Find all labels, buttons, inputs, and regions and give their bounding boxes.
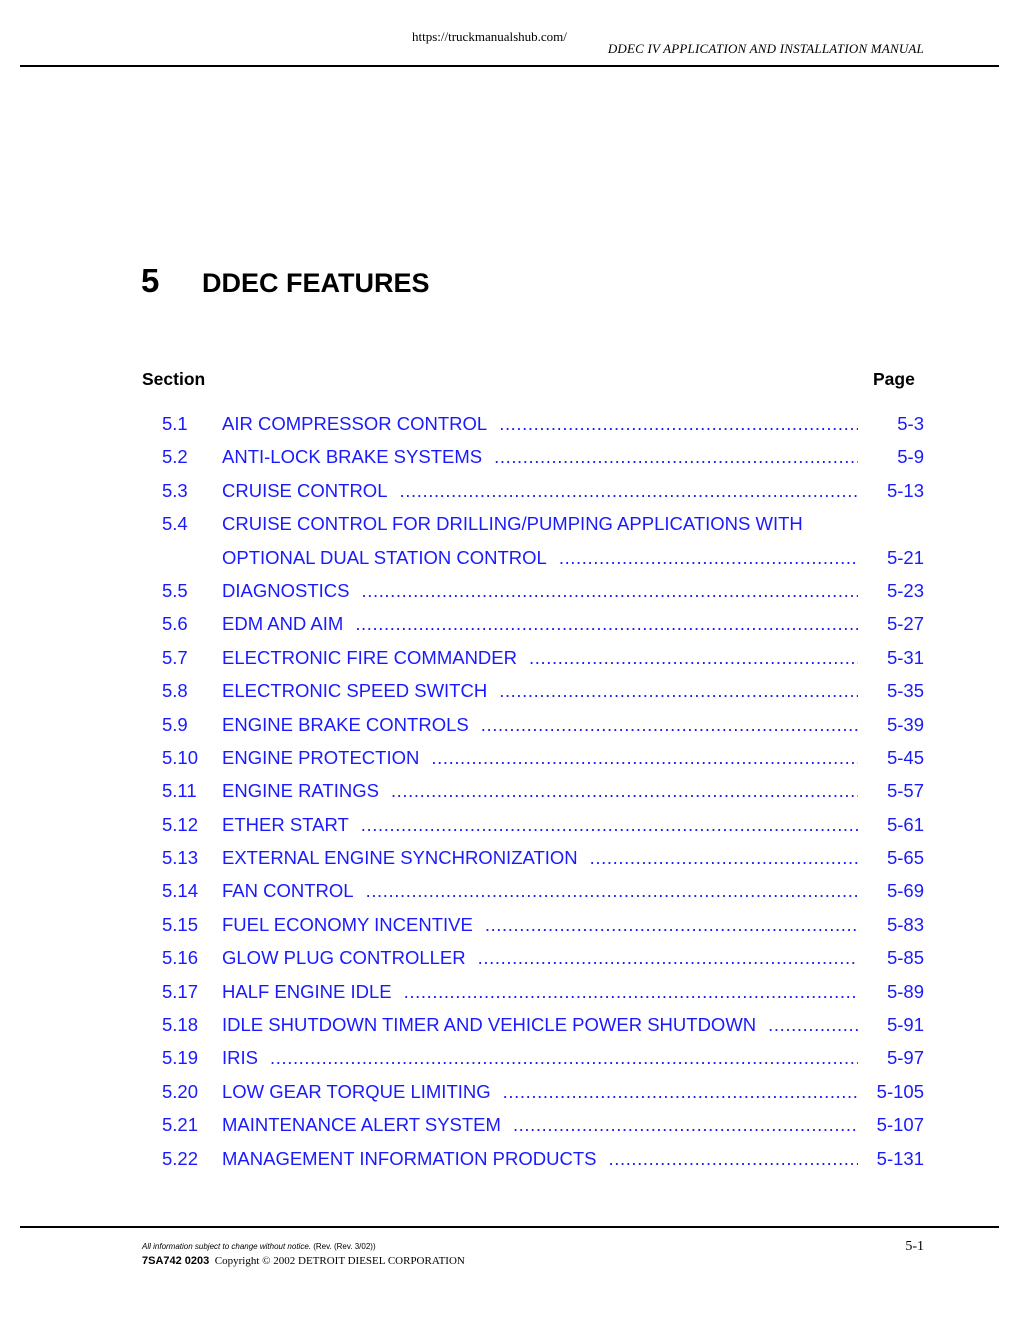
leader-dots bbox=[494, 446, 858, 468]
toc-entry[interactable] bbox=[0, 907, 1020, 940]
dot-leader bbox=[0, 880, 858, 902]
toc-entry-title[interactable]: CRUISE CONTROL FOR DRILLING/PUMPING APPLICATIONS WITH bbox=[222, 513, 803, 535]
toc-entry-title[interactable]: FUEL ECONOMY INCENTIVE bbox=[222, 913, 473, 935]
toc-entry-title[interactable]: ENGINE RATINGS bbox=[222, 780, 379, 802]
dot-leader bbox=[0, 1114, 858, 1136]
toc-entry-title[interactable]: EDM AND AIM bbox=[222, 613, 344, 635]
toc-entry-number: 5.11 bbox=[162, 780, 197, 802]
leader-dots bbox=[400, 480, 859, 502]
toc-entry-page[interactable]: 5-131 bbox=[876, 1147, 924, 1169]
leader-dots bbox=[608, 1148, 858, 1170]
toc-entry-number: 5.22 bbox=[162, 1147, 199, 1169]
leader-dots bbox=[499, 413, 858, 435]
dot-leader bbox=[0, 413, 858, 435]
header-rule bbox=[20, 65, 999, 67]
toc-entry[interactable] bbox=[0, 640, 1020, 673]
leader-dots bbox=[485, 914, 858, 936]
footer-rule bbox=[20, 1226, 999, 1228]
toc-entry-number: 5.4 bbox=[162, 513, 188, 535]
chapter-title: DDEC FEATURES bbox=[202, 268, 430, 298]
toc-entry[interactable] bbox=[0, 1074, 1020, 1107]
leader-dots bbox=[559, 547, 858, 569]
toc-entry-title[interactable]: ETHER START bbox=[222, 813, 349, 835]
leader-dots bbox=[366, 880, 858, 902]
dot-leader bbox=[0, 780, 858, 802]
leader-dots bbox=[478, 947, 858, 969]
toc-entry-page[interactable]: 5-9 bbox=[897, 446, 924, 468]
toc-entry-title[interactable]: ELECTRONIC SPEED SWITCH bbox=[222, 680, 488, 702]
toc-entry-title[interactable]: IRIS bbox=[222, 1047, 258, 1069]
revision-text: (Rev. (Rev. 3/02)) bbox=[313, 1242, 376, 1251]
toc-entry-page[interactable]: 5-83 bbox=[886, 913, 924, 935]
toc-entry-title[interactable]: AIR COMPRESSOR CONTROL bbox=[222, 413, 488, 434]
toc-entry[interactable] bbox=[0, 974, 1020, 1007]
toc-entry-page[interactable]: 5-57 bbox=[886, 780, 924, 802]
toc-entry-number: 5.21 bbox=[162, 1114, 199, 1136]
leader-dots bbox=[270, 1047, 858, 1069]
dot-leader bbox=[0, 547, 858, 569]
footer-copyright bbox=[142, 1255, 465, 1267]
toc-entry-title[interactable]: MAINTENANCE ALERT SYSTEM bbox=[222, 1114, 501, 1136]
toc-entry-page[interactable]: 5-69 bbox=[886, 880, 924, 902]
toc-entry-page[interactable]: 5-97 bbox=[886, 1047, 924, 1069]
leader-dots bbox=[481, 714, 858, 736]
toc-entry-number: 5.6 bbox=[162, 613, 188, 635]
leader-dots bbox=[355, 613, 858, 635]
leader-dots bbox=[361, 814, 858, 836]
toc-entry-page[interactable]: 5-105 bbox=[876, 1080, 924, 1102]
toc-entry-number: 5.5 bbox=[162, 579, 188, 601]
dot-leader bbox=[0, 1081, 858, 1103]
leader-dots bbox=[391, 780, 858, 802]
toc-entry[interactable] bbox=[0, 1040, 1020, 1073]
leader-dots bbox=[431, 747, 858, 769]
dot-leader bbox=[0, 647, 858, 669]
toc-entry[interactable] bbox=[0, 873, 1020, 906]
toc-entry-title[interactable]: EXTERNAL ENGINE SYNCHRONIZATION bbox=[222, 847, 578, 869]
footer-notice bbox=[142, 1242, 376, 1251]
toc-entry[interactable] bbox=[0, 573, 1020, 606]
toc-entry[interactable] bbox=[0, 807, 1020, 840]
toc-entry-number: 5.13 bbox=[162, 847, 199, 869]
toc-entry-page[interactable]: 5-31 bbox=[886, 646, 924, 668]
toc-entry-title[interactable]: ENGINE BRAKE CONTROLS bbox=[222, 713, 469, 735]
toc-entry[interactable] bbox=[0, 1107, 1020, 1140]
dot-leader bbox=[0, 680, 858, 702]
toc-entry-page[interactable]: 5-89 bbox=[886, 980, 924, 1002]
toc-entry-title[interactable]: ELECTRONIC FIRE COMMANDER bbox=[222, 646, 517, 668]
toc-entry-title[interactable]: LOW GEAR TORQUE LIMITING bbox=[222, 1080, 491, 1102]
leader-dots bbox=[529, 647, 858, 669]
toc-entry[interactable] bbox=[0, 439, 1020, 472]
page-number: 5-1 bbox=[905, 1239, 924, 1254]
toc-entry-page[interactable]: 5-85 bbox=[886, 947, 924, 969]
toc-entry[interactable] bbox=[0, 773, 1020, 806]
notice-text: All information subject to change without notice. bbox=[142, 1242, 311, 1251]
doc-code: 7SA742 0203 bbox=[142, 1255, 210, 1267]
leader-dots bbox=[404, 981, 858, 1003]
toc-entry-title[interactable]: CRUISE CONTROL bbox=[222, 479, 388, 501]
toc-entry-number: 5.14 bbox=[162, 880, 199, 902]
toc-entry-number: 5.18 bbox=[162, 1014, 199, 1036]
dot-leader bbox=[0, 480, 858, 502]
toc-entry-title[interactable]: OPTIONAL DUAL STATION CONTROL bbox=[222, 546, 547, 568]
toc-entry-number: 5.16 bbox=[162, 947, 199, 969]
toc-entry-number: 5.17 bbox=[162, 980, 199, 1002]
toc-entry[interactable] bbox=[0, 940, 1020, 973]
toc-entry-title[interactable]: GLOW PLUG CONTROLLER bbox=[222, 947, 466, 969]
table-of-contents bbox=[0, 406, 1020, 1174]
toc-entry-number: 5.15 bbox=[162, 913, 199, 935]
toc-entry[interactable] bbox=[0, 473, 1020, 506]
toc-entry[interactable] bbox=[0, 406, 1020, 439]
toc-entry-page[interactable]: 5-35 bbox=[886, 680, 924, 702]
dot-leader bbox=[0, 847, 858, 869]
toc-entry-title[interactable]: MANAGEMENT INFORMATION PRODUCTS bbox=[222, 1147, 597, 1169]
leader-dots bbox=[590, 847, 858, 869]
toc-entry[interactable] bbox=[0, 540, 1020, 573]
toc-entry-number: 5.10 bbox=[162, 746, 199, 768]
dot-leader bbox=[0, 1014, 858, 1036]
leader-dots bbox=[513, 1114, 858, 1136]
toc-entry-number: 5.12 bbox=[162, 813, 199, 835]
dot-leader bbox=[0, 981, 858, 1003]
toc-entry[interactable] bbox=[0, 1007, 1020, 1040]
toc-entry-title[interactable]: IDLE SHUTDOWN TIMER AND VEHICLE POWER SHUTDOWN bbox=[222, 1014, 757, 1036]
toc-entry[interactable] bbox=[0, 740, 1020, 773]
toc-entry-page[interactable]: 5-45 bbox=[886, 746, 924, 768]
toc-entry-number: 5.7 bbox=[162, 646, 188, 668]
toc-entry-number: 5.9 bbox=[162, 713, 188, 735]
source-url: https://truckmanualshub.com/ bbox=[412, 29, 567, 44]
section-column-header: Section bbox=[142, 369, 206, 389]
toc-entry-page[interactable]: 5-61 bbox=[886, 813, 924, 835]
toc-entry-title[interactable]: ANTI-LOCK BRAKE SYSTEMS bbox=[222, 446, 483, 468]
leader-dots bbox=[503, 1081, 858, 1103]
leader-dots bbox=[499, 680, 858, 702]
dot-leader bbox=[0, 613, 858, 635]
toc-entry-page[interactable]: 5-13 bbox=[886, 479, 924, 501]
toc-entry-page[interactable]: 5-91 bbox=[886, 1014, 924, 1036]
toc-entry-page[interactable]: 5-23 bbox=[886, 579, 924, 601]
toc-entry-number: 5.2 bbox=[162, 446, 188, 468]
dot-leader bbox=[0, 1148, 858, 1170]
toc-entry-title[interactable]: HALF ENGINE IDLE bbox=[222, 980, 392, 1002]
dot-leader bbox=[0, 747, 858, 769]
copyright-text: Copyright © 2002 DETROIT DIESEL CORPORATION bbox=[214, 1255, 465, 1267]
toc-entry[interactable] bbox=[0, 1141, 1020, 1174]
toc-entry-number: 5.8 bbox=[162, 680, 188, 702]
toc-entry-page[interactable]: 5-107 bbox=[876, 1114, 924, 1136]
toc-entry-title[interactable]: ENGINE PROTECTION bbox=[222, 746, 420, 768]
leader-dots bbox=[361, 580, 858, 602]
toc-entry-number: 5.1 bbox=[162, 413, 188, 434]
toc-entry-page[interactable]: 5-65 bbox=[886, 847, 924, 869]
toc-entry-title[interactable]: DIAGNOSTICS bbox=[222, 579, 350, 601]
page-column-header: Page bbox=[873, 369, 915, 389]
chapter-number: 5 bbox=[141, 262, 160, 299]
dot-leader bbox=[0, 714, 858, 736]
running-head: DDEC IV APPLICATION AND INSTALLATION MANUAL bbox=[607, 41, 924, 56]
dot-leader bbox=[0, 1047, 858, 1069]
toc-entry-page[interactable]: 5-21 bbox=[886, 546, 924, 568]
dot-leader bbox=[0, 914, 858, 936]
toc-entry-number: 5.19 bbox=[162, 1047, 199, 1069]
toc-entry[interactable] bbox=[0, 840, 1020, 873]
toc-entry[interactable] bbox=[0, 707, 1020, 740]
toc-entry[interactable] bbox=[0, 606, 1020, 639]
dot-leader bbox=[0, 580, 858, 602]
toc-entry-number: 5.20 bbox=[162, 1080, 199, 1102]
toc-entry-number: 5.3 bbox=[162, 479, 188, 501]
toc-entry[interactable] bbox=[0, 506, 1020, 539]
toc-entry-title[interactable]: FAN CONTROL bbox=[222, 880, 354, 902]
toc-entry-page[interactable]: 5-3 bbox=[897, 413, 924, 434]
dot-leader bbox=[0, 446, 858, 468]
toc-entry[interactable] bbox=[0, 673, 1020, 706]
leader-dots bbox=[768, 1014, 858, 1036]
toc-entry-page[interactable]: 5-27 bbox=[886, 613, 924, 635]
dot-leader bbox=[0, 814, 858, 836]
toc-entry-page[interactable]: 5-39 bbox=[886, 713, 924, 735]
dot-leader bbox=[0, 947, 858, 969]
